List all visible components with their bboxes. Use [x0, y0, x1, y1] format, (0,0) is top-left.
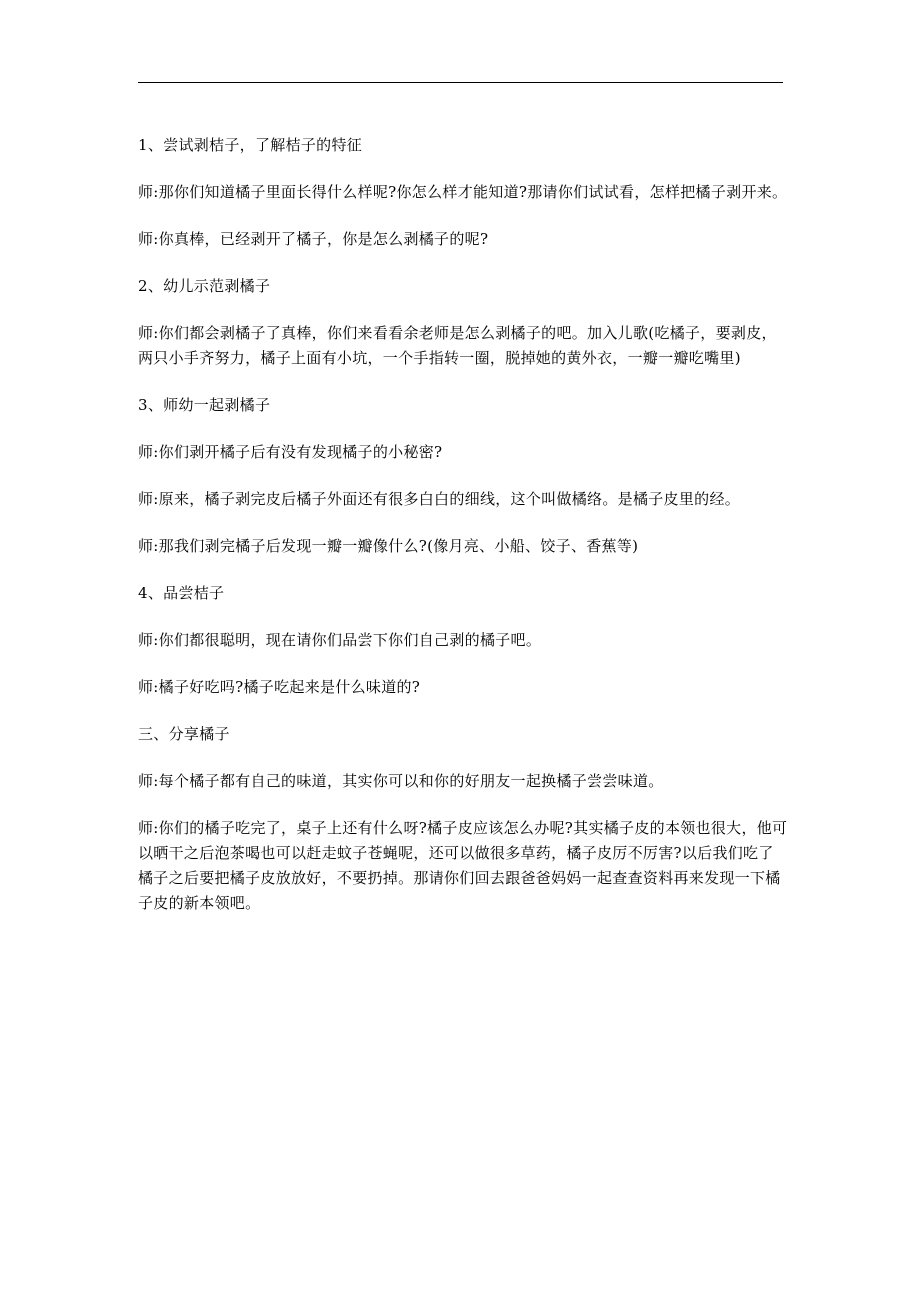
section-heading: 3、师幼一起剥橘子 [138, 396, 271, 414]
header-rule [138, 82, 783, 83]
paragraph: 师:你真棒，已经剥开了橘子，你是怎么剥橘子的呢? [138, 230, 489, 248]
section-heading: 4、品尝桔子 [138, 584, 225, 602]
section-heading: 2、幼儿示范剥橘子 [138, 277, 271, 295]
paragraph: 师:你们都会剥橘子了真棒，你们来看看余老师是怎么剥橘子的吧。加入儿歌(吃橘子，要剥皮，两只小手齐努力，橘子上面有小坑，一个手指转一圈，脱掉她的黄外衣，一瓣一瓣吃嘴里) [138, 324, 777, 367]
paragraph: 师:原来，橘子剥完皮后橘子外面还有很多白白的细线，这个叫做橘络。是橘子皮里的经。 [138, 490, 741, 508]
paragraph: 师:你们的橘子吃完了，桌子上还有什么呀?橘子皮应该怎么办呢?其实橘子皮的本领也很大，他可以晒干之后泡茶喝也可以赶走蚊子苍蝇呢，还可以做很多草药，橘子皮厉不厉害?以后我们吃了橘子之后要把橘子皮放放好，不要扔掉。那请你们回去跟爸爸妈妈一起查查资料再来发现一下橘子皮的新本领吧。 [138, 819, 788, 912]
section-heading: 三、分享橘子 [138, 725, 230, 743]
paragraph: 师:每个橘子都有自己的味道，其实你可以和你的好朋友一起换橘子尝尝味道。 [138, 772, 664, 790]
paragraph: 师:你们剥开橘子后有没有发现橘子的小秘密? [138, 443, 443, 461]
paragraph: 师:那你们知道橘子里面长得什么样呢?你怎么样才能知道?那请你们试试看，怎样把橘子剥开来。 [138, 183, 788, 201]
section-heading: 1、尝试剥桔子，了解桔子的特征 [138, 136, 363, 154]
paragraph: 师:你们都很聪明，现在请你们品尝下你们自己剥的橘子吧。 [138, 631, 542, 649]
paragraph: 师:那我们剥完橘子后发现一瓣一瓣像什么?(像月亮、小船、饺子、香蕉等) [138, 537, 639, 555]
paragraph: 师:橘子好吃吗?橘子吃起来是什么味道的? [138, 678, 421, 696]
document-body [138, 133, 788, 916]
